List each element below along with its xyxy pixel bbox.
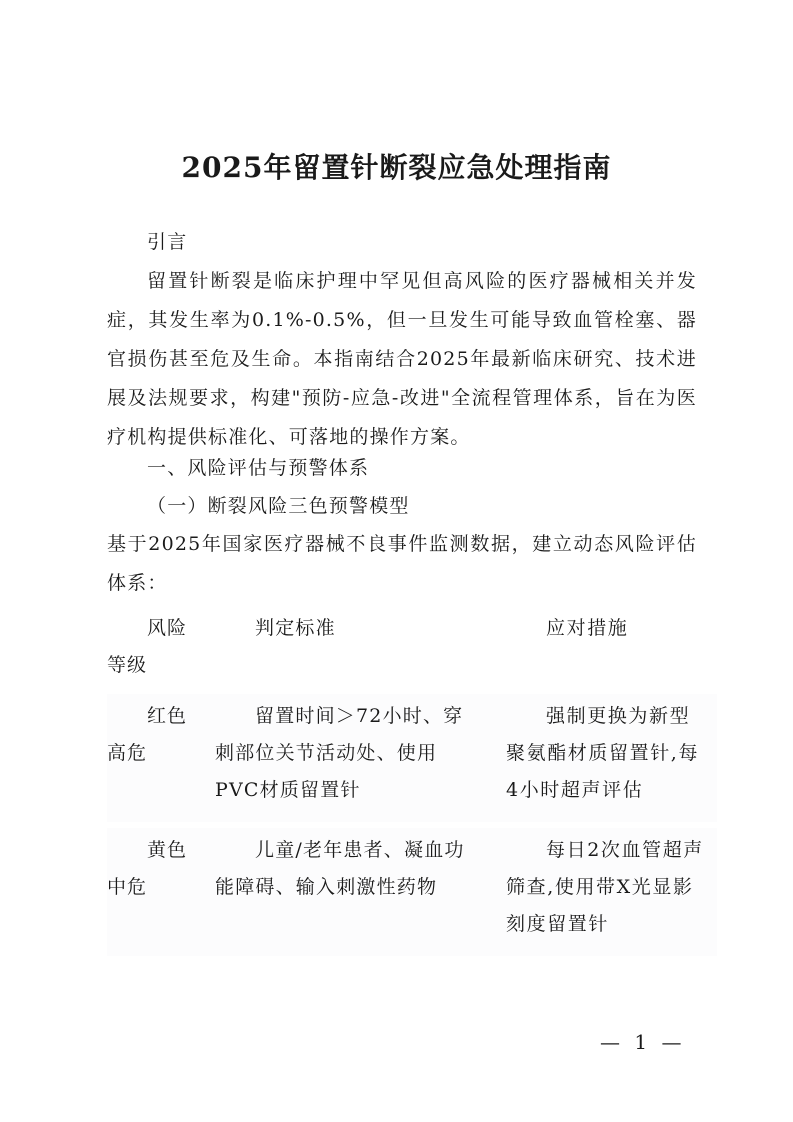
table-cell: 强制更换为新型聚氨酯材质留置针,每4小时超声评估 (506, 705, 700, 801)
table-cell: 红色高危 (107, 705, 188, 764)
subsection-paragraph: 基于2025年国家医疗器械不良事件监测数据，建立动态风险评估体系： (107, 533, 697, 594)
risk-table (107, 610, 717, 956)
document-title: 2025年留置针断裂应急处理指南 (181, 151, 612, 184)
table-header-cell: 判定标准 (255, 617, 336, 639)
intro-heading: 引言 (147, 231, 188, 253)
page-number: — 1 — (600, 1030, 686, 1054)
table-cell: 黄色中危 (107, 839, 188, 898)
subsection-heading: （一）断裂风险三色预警模型 (147, 495, 410, 517)
table-cell: 留置时间＞72小时、穿刺部位关节活动处、使用PVC材质留置针 (215, 705, 464, 801)
table-header-row (107, 610, 717, 694)
table-header-cell: 风险等级 (107, 617, 188, 676)
intro-paragraph: 留置针断裂是临床护理中罕见但高风险的医疗器械相关并发症，其发生率为0.1%-0.5%，但一旦发生可能导致血管栓塞、器官损伤甚至危及生命。本指南结合2025年最新临床研究、技术进展及法规要求，构建"预防-应急-改进"全流程管理体系，旨在为医疗机构提供标准化、可落地的操作方案。 (107, 270, 697, 448)
section-heading: 一、风险评估与预警体系 (147, 457, 370, 479)
table-cell: 每日2次血管超声筛查,使用带X光显影刻度留置针 (506, 839, 704, 935)
table-header-cell: 应对措施 (546, 617, 629, 639)
table-row (107, 828, 717, 956)
table-row (107, 694, 717, 822)
table-cell: 儿童/老年患者、凝血功能障碍、输入刺激性药物 (215, 839, 465, 898)
